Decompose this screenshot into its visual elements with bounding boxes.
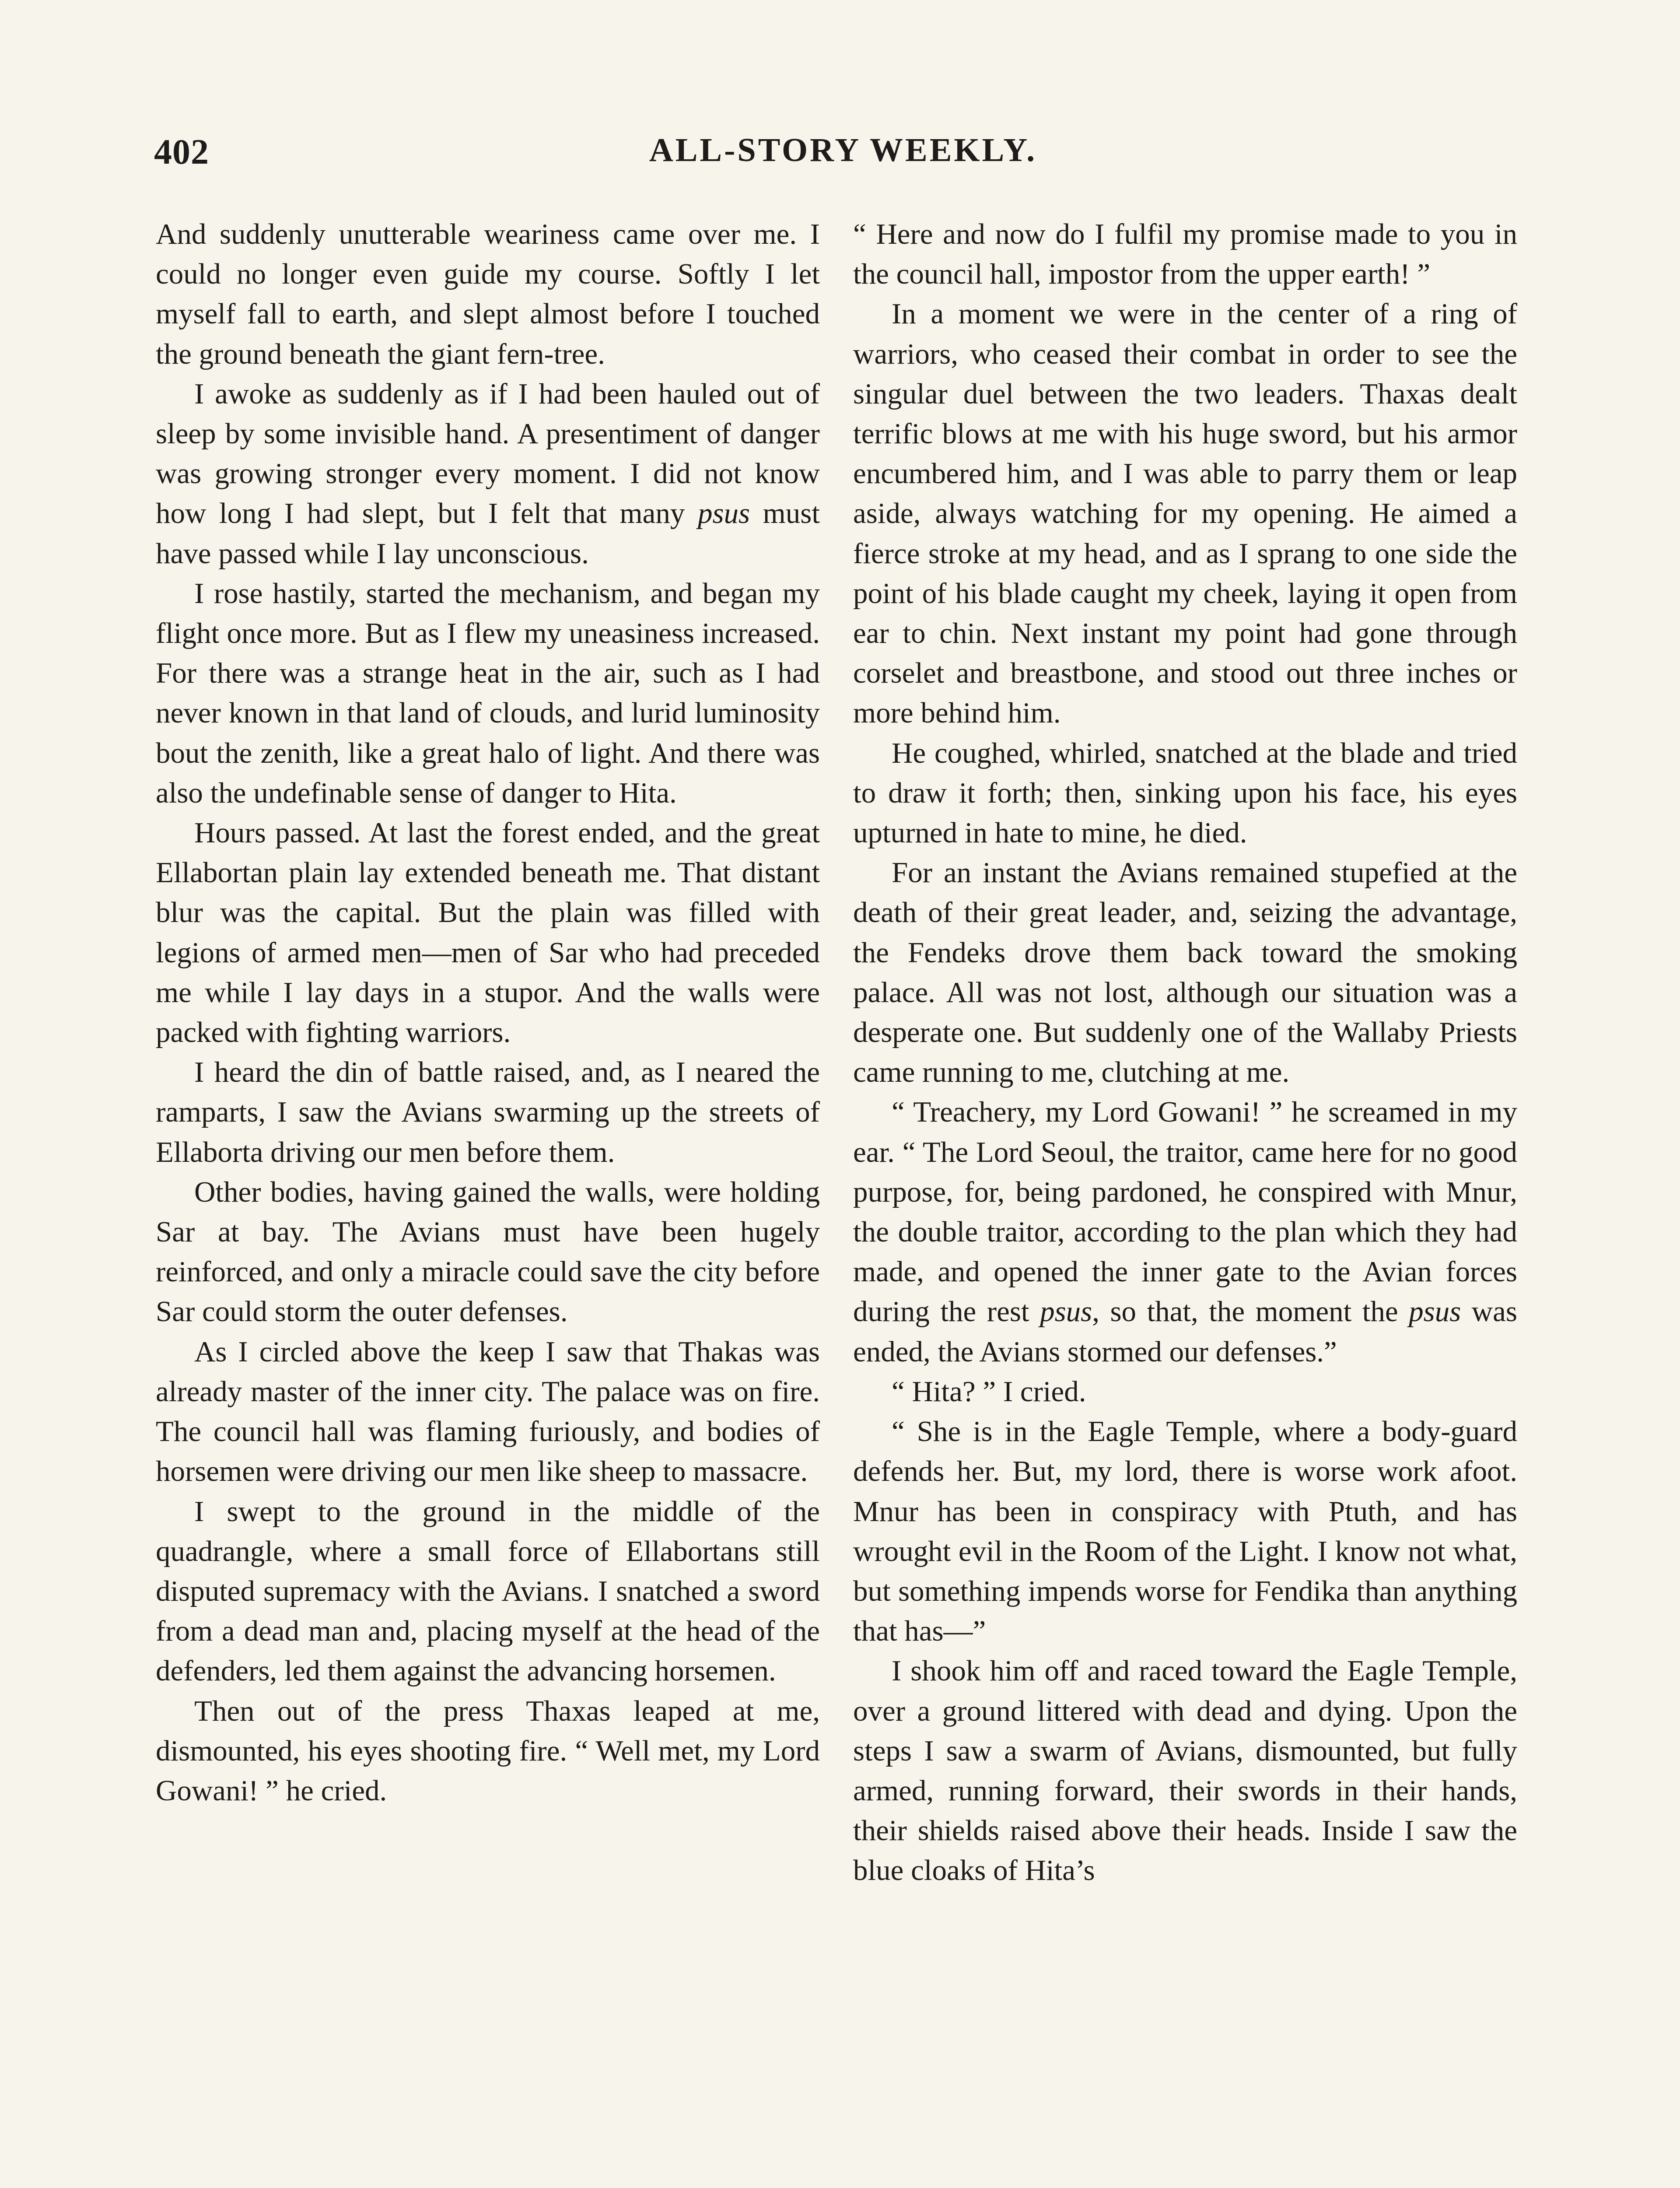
paragraph: “ Hita? ” I cried. xyxy=(892,1375,1086,1408)
paragraph: I heard the din of battle raised, and, as I neared the ramparts, I saw the Avians swarming up the streets of Ellaborta driving our men before them. xyxy=(156,1056,820,1168)
page-number: 402 xyxy=(154,132,209,172)
paragraph: I swept to the ground in the middle of the quadrangle, where a small force of Ellabortans still disputed supremacy with the Avians. I snatched a sword from a dead man and, placing myself at the head of the defenders, led them against the advancing horsemen. xyxy=(156,1495,820,1687)
paragraph: I rose hastily, started the mechanism, and began my flight once more. But as I flew my uneasiness increased. For there was a strange heat in the air, such as I had never known in that land of clouds, and lurid luminosity bout the zenith, like a great halo of light. And there was also the undefinable sense of danger to Hita. xyxy=(156,577,820,809)
running-head: ALL-STORY WEEKLY. xyxy=(649,132,1037,168)
paragraph: “ She is in the Eagle Temple, where a body-guard defends her. But, my lord, there is worse work afoot. Mnur has been in conspiracy with Ptuth, and has wrought evil in the Room of the Light. I know not what, but something impends worse for Fendika than anything that has—” xyxy=(853,1415,1517,1648)
paragraph: Other bodies, having gained the walls, were holding Sar at bay. The Avians must have been hugely reinforced, and only a miracle could save the city before Sar could storm the outer defenses. xyxy=(156,1175,820,1328)
paragraph: I shook him off and raced toward the Eagle Temple, over a ground littered with dead and dying. Upon the steps I saw a swarm of Avians, dismounted, but fully armed, running forward, their swords in their hands, their shields raised above their heads. Inside I saw the blue cloaks of Hita’s xyxy=(853,1655,1517,1887)
paragraph: Hours passed. At last the forest ended, and the great Ellabortan plain lay extended beneath me. That distant blur was the capital. But the plain was filled with legions of armed men—men of Sar who had preceded me while I lay days in a stupor. And the walls were packed with fighting warriors. xyxy=(156,817,820,1049)
paragraph: As I circled above the keep I saw that Thakas was already master of the inner city. The palace was on fire. The council hall was flaming furiously, and bodies of horsemen were driving our men like sheep to massacre. xyxy=(156,1335,820,1488)
paragraph: In a moment we were in the center of a ring of warriors, who ceased their combat in order to see the singular duel between the two leaders. Thaxas dealt terrific blows at me with his huge sword, but his armor encumbered him, and I was able to parry them or leap aside, always watching for my opening. He aimed a fierce stroke at my head, and as I sprang to one side the point of his blade caught my cheek, laying it open from ear to chin. Next instant my point had gone through corselet and breastbone, and stood out three inches or more behind him. xyxy=(853,298,1517,729)
paragraph: And suddenly unutterable weariness came over me. I could no longer even guide my course. Softly I let myself fall to earth, and slept almost before I touched the ground beneath the giant fern-tree. xyxy=(156,218,820,370)
paragraph: Then out of the press Thaxas leaped at me, dismounted, his eyes shooting fire. “ Well met, my Lord Gowani! ” he cried. xyxy=(156,1694,820,1807)
paragraph: He coughed, whirled, snatched at the blade and tried to draw it forth; then, sinking upon his face, his eyes upturned in hate to mine, he died. xyxy=(853,736,1517,849)
page-header xyxy=(154,131,1532,179)
paragraph: I awoke as suddenly as if I had been hauled out of sleep by some invisible hand. A presentiment of danger was growing stronger every moment. I did not know how long I had slept, but I felt that many psus must have passed while I lay unconscious. xyxy=(156,377,820,570)
paragraph: For an instant the Avians remained stupefied at the death of their great leader, and, seizing the advantage, the Fendeks drove them back toward the smoking palace. All was not lost, although our situation was a desperate one. But suddenly one of the Wallaby Priests came running to me, clutching at me. xyxy=(853,856,1517,1089)
italic-term: psus xyxy=(1040,1295,1092,1328)
italic-term: psus xyxy=(1409,1295,1461,1328)
paragraph: “ Here and now do I fulfil my promise made to you in the council hall, impostor from the upper earth! ” xyxy=(853,218,1517,291)
right-column xyxy=(853,214,1517,1891)
italic-term: psus xyxy=(697,497,750,530)
paragraph: “ Treachery, my Lord Gowani! ” he screamed in my ear. “ The Lord Seoul, the traitor, came here for no good purpose, for, being pardoned, he conspired with Mnur, the double traitor, according to the plan which they had made, and opened the inner gate to the Avian forces during the rest psus, so that, the moment the psus was ended, the Avians stormed our defenses.” xyxy=(853,1096,1517,1368)
left-column xyxy=(156,214,820,1811)
